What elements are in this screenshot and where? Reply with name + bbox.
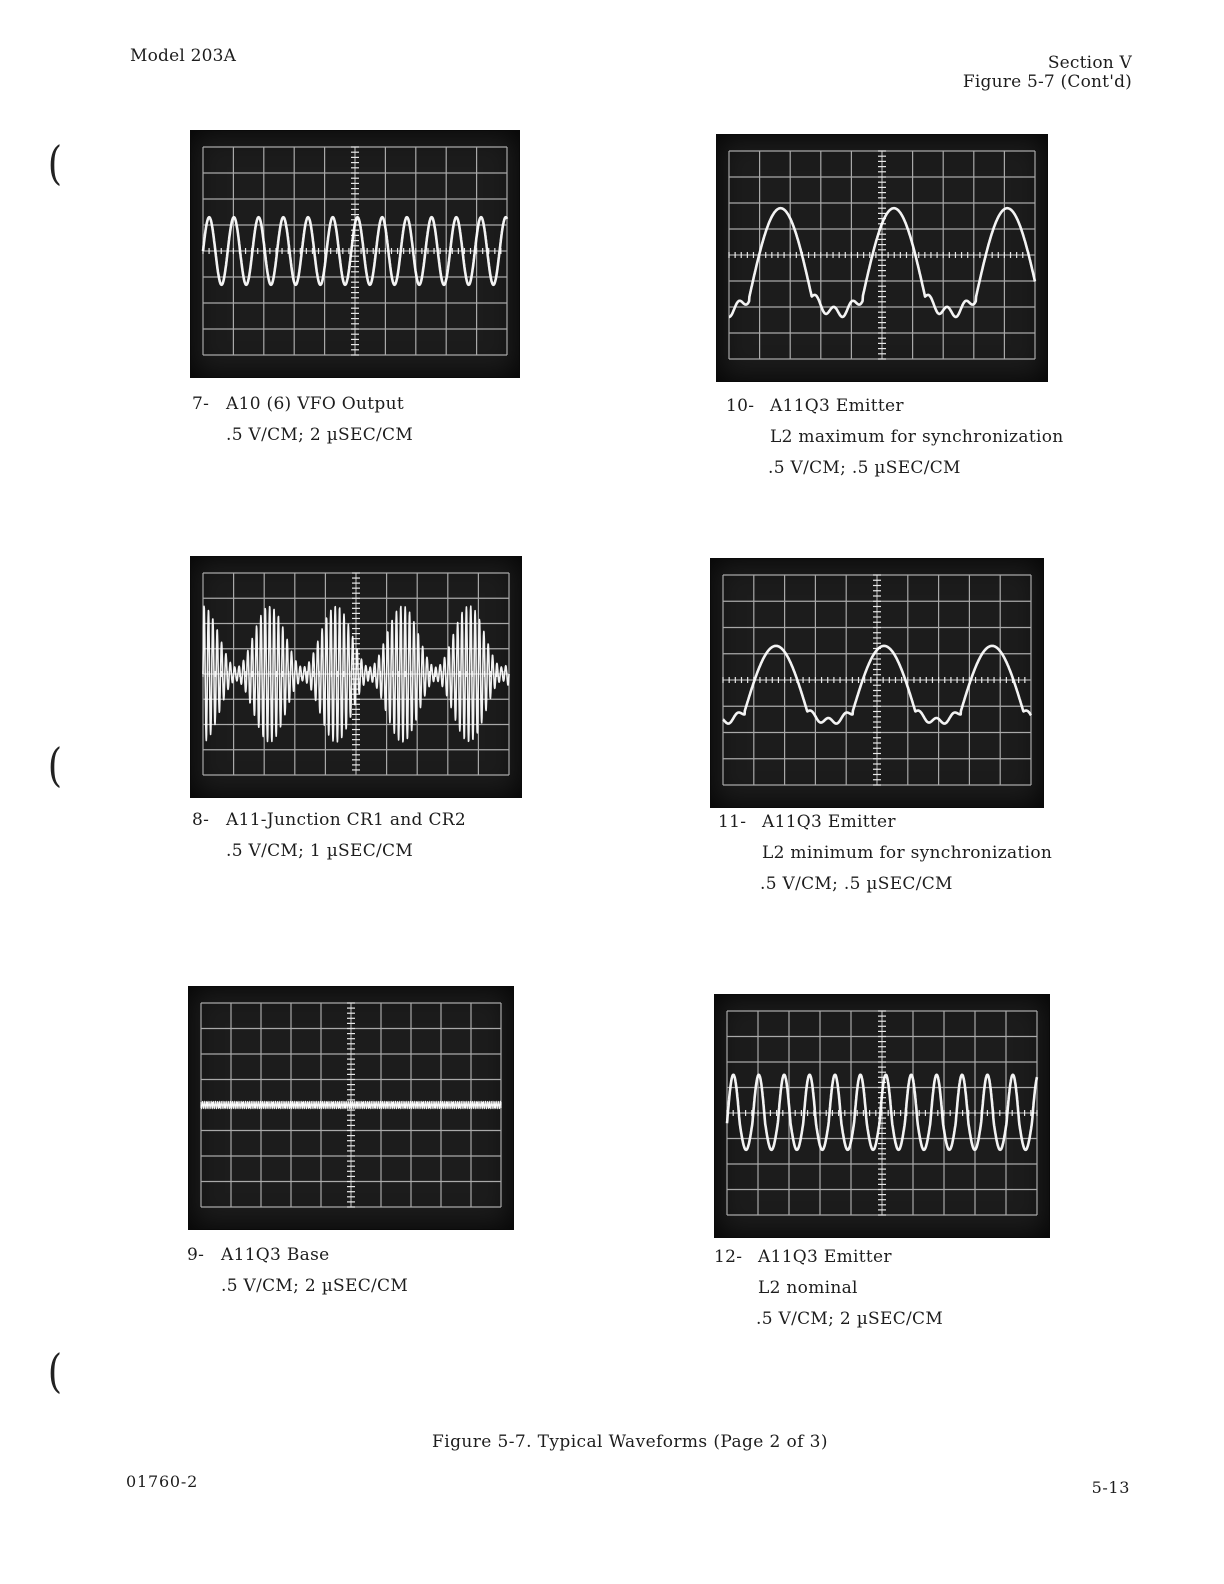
scope-screen	[715, 995, 1049, 1237]
caption-12	[714, 1242, 943, 1335]
scope-screen	[191, 131, 519, 377]
caption-8	[192, 805, 466, 867]
scope-screen	[711, 559, 1043, 807]
oscilloscope-trace-11	[710, 558, 1044, 808]
binder-hole-icon: (	[47, 738, 63, 792]
oscilloscope-trace-10	[716, 134, 1048, 382]
graticule-ticks	[203, 573, 503, 770]
scope-screen	[191, 557, 521, 797]
caption-settings: .5 V/CM; 2 µSEC/CM	[756, 1309, 944, 1329]
caption-note: L2 minimum for synchronization	[762, 843, 1053, 863]
caption-number: 8-	[192, 810, 210, 830]
caption-settings: .5 V/CM; .5 µSEC/CM	[768, 458, 961, 478]
footer-page-number: 5-13	[1091, 1478, 1130, 1497]
caption-number: 11-	[718, 812, 747, 832]
caption-number: 12-	[714, 1247, 743, 1267]
caption-settings: .5 V/CM; 2 µSEC/CM	[226, 425, 414, 445]
scope-screen	[717, 135, 1047, 381]
scope-screen	[189, 987, 513, 1229]
waveform-trace	[201, 1101, 501, 1109]
oscilloscope-trace-8	[190, 556, 522, 798]
caption-title: A11Q3 Base	[221, 1245, 330, 1265]
caption-settings: .5 V/CM; 2 µSEC/CM	[221, 1276, 409, 1296]
caption-note: L2 maximum for synchronization	[770, 427, 1064, 447]
caption-9	[187, 1240, 408, 1302]
binder-hole-icon: (	[47, 1344, 63, 1398]
caption-settings: .5 V/CM; .5 µSEC/CM	[760, 874, 953, 894]
caption-number: 10-	[726, 396, 755, 416]
caption-number: 7-	[192, 394, 210, 414]
oscilloscope-trace-9	[188, 986, 514, 1230]
header-model: Model 203A	[130, 46, 237, 66]
caption-note: L2 nominal	[758, 1278, 858, 1298]
binder-hole-icon: (	[47, 136, 63, 190]
header-figure-ref: Figure 5-7 (Cont'd)	[962, 72, 1132, 92]
header-section: Section V	[1047, 53, 1132, 73]
caption-title: A11Q3 Emitter	[770, 396, 904, 416]
caption-10	[726, 391, 1063, 484]
footer-doc-number: 01760-2	[126, 1472, 199, 1491]
caption-7	[192, 389, 413, 451]
header-section-block	[963, 54, 1132, 92]
caption-11	[718, 807, 1052, 900]
caption-title: A11-Junction CR1 and CR2	[226, 810, 466, 830]
figure-caption: Figure 5-7. Typical Waveforms (Page 2 of 3)	[432, 1432, 828, 1452]
oscilloscope-trace-12	[714, 994, 1050, 1238]
caption-number: 9-	[187, 1245, 205, 1265]
caption-title: A11Q3 Emitter	[762, 812, 896, 832]
oscilloscope-trace-7	[190, 130, 520, 378]
caption-title: A10 (6) VFO Output	[226, 394, 404, 414]
caption-settings: .5 V/CM; 1 µSEC/CM	[226, 841, 414, 861]
caption-title: A11Q3 Emitter	[758, 1247, 892, 1267]
